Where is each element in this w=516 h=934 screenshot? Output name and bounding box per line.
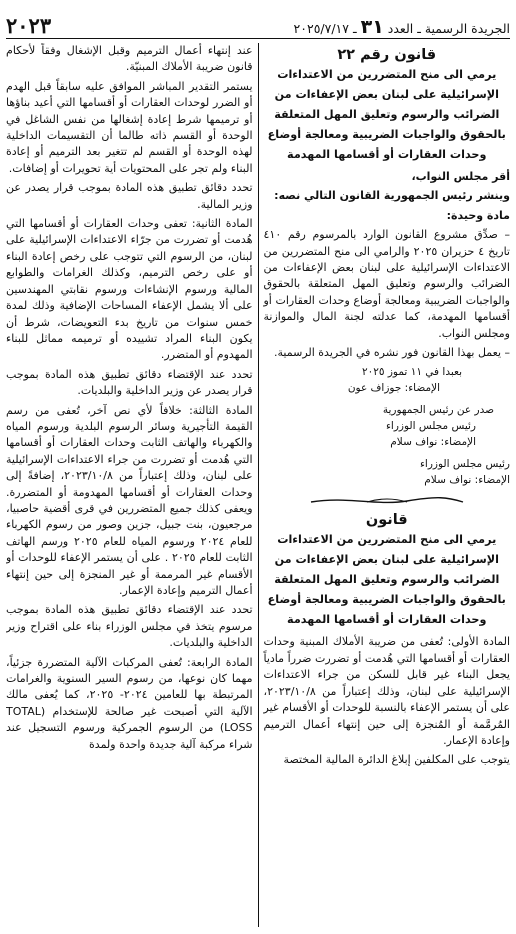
law-title: قانون xyxy=(365,512,408,529)
issue-date: ـ ٢٠٢٥/٧/١٧ xyxy=(293,21,357,36)
single-article-para-1: – صدِّق مشروع القانون الوارد بالمرسوم رقم ٤١٠ تاريخ ٤ حزيران ٢٠٢٥ والرامي الى منح المتضررين من الاعتداءات الإسرائيلية على لبنان بعض الإعفاءات من الضرائب والرسوم وتعليق المهل المتعلقة بالحقوق والواجبات الضريبية ومعالجة أوضاع وحدات العقارات أو أقسامها المهدمة، كما عدلته لجنة المال والموازنة ومجلس النواب. xyxy=(263,228,510,340)
signature-president: الإمضاء: جوزاف عون xyxy=(347,382,440,395)
article-3-implementation: تحدد عند الإقتضاء دقائق تطبيق هذه المادة بموجب مرسوم يتخذ في مجلس الوزراء بناء على اقتراح وزير الداخلية والبلديات. xyxy=(6,603,253,650)
law-subject: يرمي الى منح المتضررين من الاعتداءات الإسرائيلية على لبنان بعض الإعفاءات من الضرائب والرسوم وتعليق المهل المتعلقة بالحقوق والواجبات الضريبية ومعالجة أوضاع وحدات العقارات أو أقسامها المهدمة xyxy=(267,533,506,627)
prime-minister-label-2: رئيس مجلس الوزراء xyxy=(419,458,510,471)
article-1-continued: يتوجب على المكلفين إبلاغ الدائرة المالية المختصة xyxy=(283,753,510,767)
single-article-para-2: – يعمل بهذا القانون فور نشره في الجريدة الرسمية. xyxy=(274,346,510,360)
prime-minister-label: رئيس مجلس الوزراء xyxy=(385,420,476,433)
article-2: المادة الثانية: تعفى وحدات العقارات أو أقسامها التي هُدمت أو تضررت من جرّاء الاعتداءات الإسرائيلية على لبنان، من الرسوم التي تتوجب على رخص إعادة البناء أو على رخص الترميم، وكذلك الغرامات والطوابع المالية ورسوم الإنشاءات ورسوم نقابتي المهندسين على ألا يشمل الإعفاء المساحات الإضافية وذلك لمدة خمس سنوات من تاريخ بدء التعويضات، شرط أن يكون البناء المراد تشييده أو ترميمه مماثل للبناء المهدوم أو المتضرر. xyxy=(6,217,253,362)
article-2-implementation: تحدد عند الإقتضاء دقائق تطبيق هذه المادة بموجب قرار يصدر عن وزير الداخلية والبلديات. xyxy=(6,367,253,398)
law-22-title: قانون رقم ٢٢ xyxy=(337,47,437,63)
page-header xyxy=(6,8,510,39)
page-year: ٢٠٢٣ xyxy=(6,13,52,38)
signature-date: بعبدا في ١١ تموز ٢٠٢٥ xyxy=(361,366,462,379)
article-1-end: عند إنتهاء أعمال الترميم وقبل الإشغال وفقاً لأحكام قانون ضريبة الأملاك المبنيّة. xyxy=(6,44,253,74)
right-column xyxy=(259,43,511,927)
issue-number: ٣١ xyxy=(360,16,384,38)
article-1-implementation: تحدد دقائق تطبيق هذه المادة بموجب قرار يصدر عن وزير المالية. xyxy=(6,181,253,211)
column-divider xyxy=(258,43,259,927)
law-22-subject: يرمي الى منح المتضررين من الاعتداءات الإسرائيلية على لبنان بعض الإعفاءات من الضرائب والرسوم وتعليق المهل المتعلقة بالحقوق والواجبات الضريبية ومعالجة أوضاع وحدات العقارات أو أقسامها المهدمة xyxy=(267,68,506,161)
article-4: المادة الرابعة: تُعفى المركبات الآلية المتضررة جزئياً، مهما كان نوعها، من رسوم السير السنوية والغرامات المرتبطة بها للعامين ٢٠٢٤- ٢٠٢٥، كما يُعفى مالك الآلية التي أصبحت غير صالحة للإستخدام (TOTAL LOSS) من الرسوم الجمركية ورسوم التسجيل عند شراء مركبة آلية جديدة واحدة ولمدة xyxy=(6,655,253,751)
two-column-body xyxy=(6,43,510,927)
enactment-line-1: أقر مجلس النواب، xyxy=(411,170,510,183)
enactment-line-2: وينشر رئيس الجمهورية القانون التالي نصه: xyxy=(274,189,510,203)
signature-prime-minister: الإمضاء: نواف سلام xyxy=(390,436,476,449)
header-running-title xyxy=(294,16,510,38)
journal-name: الجريدة الرسمية ـ العدد xyxy=(387,21,510,36)
single-article-heading: مادة وحيدة: xyxy=(446,208,510,222)
left-column xyxy=(6,43,258,927)
article-1: المادة الأولى: تُعفى من ضريبة الأملاك المبنية وحدات العقارات أو أقسامها التي هُدمت أو تضررت ضرراً مادياً يجعل البناء غير قابل للسكن من جراء الاعتداءات الإسرائيلية على لبنان، وذلك إعتباراً من ٢٠٢٣/١٠/٨، على أن يستمر الإعفاء بالنسبة للوحدات أو الأقسام غير المُرمَّمة أو المُنجزة إلى حين إنتهاء أعمال الترميم وإعادة الإعمار. xyxy=(263,635,510,747)
issued-by: صدر عن رئيس الجمهورية xyxy=(382,404,494,417)
article-1-assessment: يستمر التقدير المباشر الموافق عليه سابقاً قبل الهدم أو الضرر لوحدات العقارات أو أقسامها التي أعيد بناؤها أو ترميمها شرط إعادة إشغالها من نفس الشاغل في الوحدة أو القسم ذاته طالما أن التقسيمات الداخلية لهذه الوحدة أو القسم لم تتغير بعد الترميم أو إعادة البناء ولم تجر على المحتويات أية تحويرات أو إضافات. xyxy=(6,79,253,175)
article-3: المادة الثالثة: خلافاً لأي نص آخر، تُعفى من رسم القيمة التأجيرية وسائر الرسوم البلدية ورسوم المياه والكهرباء والهاتف الثابت وحدات العقارات أو أقسامها التي هُدمت أو تضررت من جراء الاعتداءات الإسرائيلية على لبنان، وذلك إعتباراً من ٢٠٢٣/١٠/٨، إضافةً إلى وحدات العقارات أو أقسامها المهدومة أو المتضررة. ويعفى كذلك جميع المتضررين في قرى أقضية حاصبيا، مرجعيون، بنت جبيل، جزين وصور من رسوم الكهرباء للعام ٢٠٢٤ ورسوم المياه للعام ٢٠٢٥ ورسم الهاتف الثابت للعام ٢٠٢٥ . على أن يستمر الإعفاء للوحدات أو الأقسام غير المرممة أو غير المنجزة إلى حين إنتهاء أعمال الترميم وإعادة الإعمار. xyxy=(6,403,253,597)
signature-prime-minister-2: الإمضاء: نواف سلام xyxy=(424,474,510,487)
section-divider-ornament xyxy=(307,494,467,508)
